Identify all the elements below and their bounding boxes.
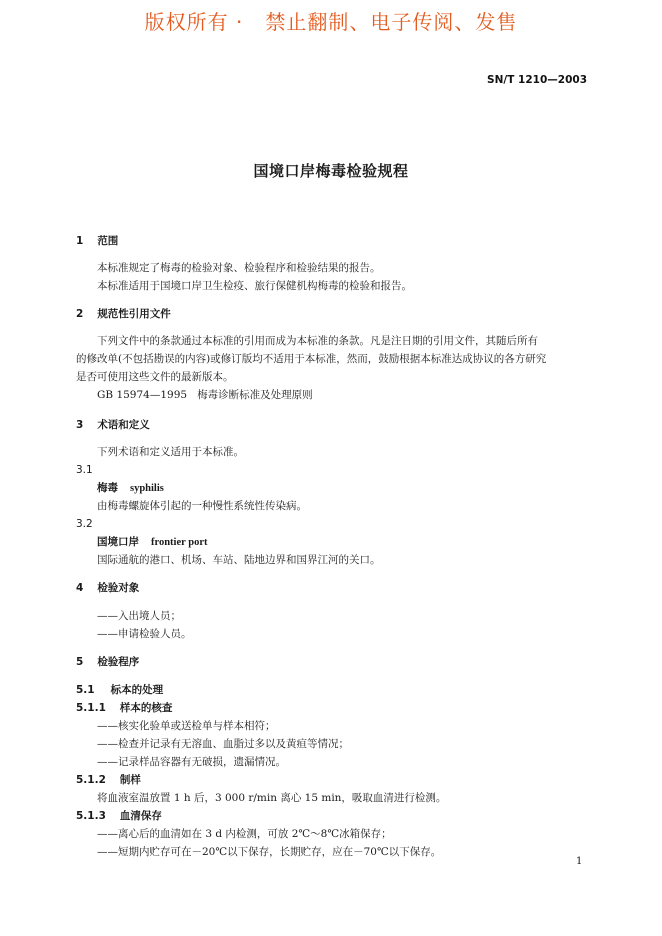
section-4-heading bbox=[76, 581, 139, 595]
term-2-number: 3.2 bbox=[76, 518, 93, 530]
section-2-paragraph-line-1: 下列文件中的条款通过本标准的引用而成为本标准的条款。凡是注日期的引用文件，其随后所有 bbox=[97, 335, 538, 347]
section-2-paragraph-line-2: 的修改单(不包括勘误的内容)或修订版均不适用于本标准，然而，鼓励根据本标准达成协议的各方研究 bbox=[76, 353, 547, 365]
standard-code: SN/T 1210—2003 bbox=[487, 74, 587, 86]
term-1-chinese: 梅毒 bbox=[97, 482, 118, 494]
term-2-definition: 国际通航的港口、机场、车站、陆地边界和国界江河的关口。 bbox=[97, 554, 381, 566]
section-title: 检验程序 bbox=[97, 656, 140, 668]
section-title: 术语和定义 bbox=[97, 419, 150, 431]
list-item: ——记录样品容器有无破损，遗漏情况。 bbox=[97, 756, 286, 768]
list-item: ——入出境人员； bbox=[97, 610, 181, 622]
section-title: 检验对象 bbox=[97, 582, 140, 594]
list-item: ——短期内贮存可在－20℃以下保存，长期贮存，应在－70℃以下保存。 bbox=[97, 846, 442, 858]
section-5-heading bbox=[76, 655, 139, 669]
section-3-heading bbox=[76, 418, 150, 432]
section-number: 5.1 bbox=[76, 684, 95, 696]
subsection-5-1-3-heading bbox=[76, 809, 162, 823]
section-number: 3 bbox=[76, 419, 84, 431]
section-title: 制样 bbox=[119, 774, 141, 786]
term-1-definition: 由梅毒螺旋体引起的一种慢性系统性传染病。 bbox=[97, 500, 307, 512]
section-title: 规范性引用文件 bbox=[97, 308, 171, 320]
section-title: 血清保存 bbox=[119, 810, 162, 822]
copyright-watermark: 版权所有 · 禁止翻制、电子传阅、发售 bbox=[144, 10, 518, 34]
sample-prep-text: 将血液室温放置 1 h 后，3 000 r/min 离心 15 min，吸取血清进行检测。 bbox=[97, 792, 447, 804]
section-number: 2 bbox=[76, 308, 84, 320]
subsection-5-1-2-heading bbox=[76, 773, 141, 787]
section-number: 5 bbox=[76, 656, 84, 668]
section-title: 标本的处理 bbox=[110, 684, 164, 696]
section-number: 5.1.2 bbox=[76, 774, 106, 786]
subsection-5-1-heading bbox=[76, 683, 163, 697]
term-1-name bbox=[97, 481, 164, 496]
term-2-english: frontier port bbox=[151, 537, 208, 548]
list-item: ——检查并记录有无溶血、血脂过多以及黄疸等情况； bbox=[97, 738, 349, 750]
term-1-number: 3.1 bbox=[76, 464, 93, 476]
section-number: 4 bbox=[76, 582, 84, 594]
term-2-name bbox=[97, 535, 207, 550]
section-number: 1 bbox=[76, 235, 84, 247]
term-1-english: syphilis bbox=[130, 483, 164, 494]
section-title: 范围 bbox=[97, 235, 119, 247]
section-title: 样本的核查 bbox=[119, 702, 173, 714]
section-1-paragraph-1: 本标准规定了梅毒的检验对象、检验程序和检验结果的报告。 bbox=[97, 262, 381, 274]
section-number: 5.1.3 bbox=[76, 810, 106, 822]
document-title: 国境口岸梅毒检验规程 bbox=[253, 162, 409, 180]
section-2-paragraph-line-3: 是否可使用这些文件的最新版本。 bbox=[76, 371, 234, 383]
section-2-heading bbox=[76, 307, 171, 321]
term-2-chinese: 国境口岸 bbox=[97, 536, 139, 548]
list-item: ——离心后的血清如在 3 d 内检测，可放 2℃～8℃冰箱保存； bbox=[97, 828, 392, 840]
normative-reference: GB 15974—1995 梅毒诊断标准及处理原则 bbox=[97, 389, 313, 401]
page-number: 1 bbox=[576, 856, 583, 867]
list-item: ——核实化验单或送检单与样本相符； bbox=[97, 720, 276, 732]
section-3-intro: 下列术语和定义适用于本标准。 bbox=[97, 446, 244, 458]
section-1-paragraph-2: 本标准适用于国境口岸卫生检疫、旅行保健机构梅毒的检验和报告。 bbox=[97, 280, 412, 292]
list-item: ——申请检验人员。 bbox=[97, 628, 192, 640]
section-1-heading bbox=[76, 234, 118, 248]
subsection-5-1-1-heading bbox=[76, 701, 172, 715]
section-number: 5.1.1 bbox=[76, 702, 106, 714]
